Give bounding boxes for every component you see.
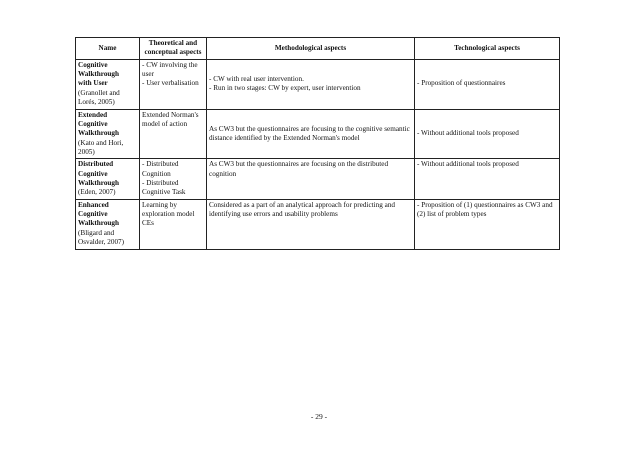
method-cell bbox=[207, 159, 415, 199]
citation-line: Osvalder, 2007) bbox=[78, 238, 125, 247]
header-methodological: Methodological aspects bbox=[207, 38, 415, 60]
theory-line: - User verbalisation bbox=[142, 79, 199, 88]
method-name-line: Walkthrough bbox=[78, 219, 120, 228]
table-row bbox=[76, 159, 560, 199]
theory-line: - Distributed Cognitive Task bbox=[142, 179, 186, 197]
header-name: Name bbox=[76, 38, 140, 60]
citation-line: Lorés, 2005) bbox=[78, 98, 115, 107]
theory-cell bbox=[140, 109, 207, 159]
page-number: - 29 - bbox=[310, 412, 328, 421]
tech-cell: - Proposition of questionnaires bbox=[415, 59, 560, 109]
citation-line: (Eden, 2007) bbox=[78, 188, 116, 197]
theory-line: CEs bbox=[142, 219, 154, 228]
method-line: - Run in two stages: CW by expert, user intervention bbox=[209, 84, 361, 93]
theory-line: - CW involving the user bbox=[142, 60, 198, 79]
method-name-cell bbox=[76, 109, 140, 159]
method-name-line: Cognitive bbox=[78, 210, 108, 219]
citation-line: (Kato and Hori, bbox=[78, 138, 124, 147]
method-name-line: Extended bbox=[78, 110, 108, 119]
theory-cell bbox=[140, 59, 207, 109]
method-name-line: Walkthrough bbox=[78, 129, 120, 138]
theory-cell bbox=[140, 159, 207, 199]
method-cell bbox=[207, 199, 415, 249]
table-row bbox=[76, 199, 560, 249]
theory-cell bbox=[140, 199, 207, 249]
theory-line: Extended Norman's model of action bbox=[142, 110, 199, 128]
tech-cell: - Proposition of (1) questionnaires as CW3 and (2) list of problem types bbox=[415, 199, 560, 249]
tech-cell: - Without additional tools proposed bbox=[415, 159, 560, 199]
method-name-line: Cognitive bbox=[78, 119, 108, 128]
method-name-cell bbox=[76, 159, 140, 199]
method-line: Considered as a part of an analytical approach for predicting and identifying use errors and usability problems bbox=[209, 200, 396, 219]
citation-line: (Granollet and bbox=[78, 88, 120, 97]
theory-line: - Distributed Cognition bbox=[142, 160, 179, 178]
table-row bbox=[76, 109, 560, 159]
tech-cell: - Without additional tools proposed bbox=[415, 109, 560, 159]
header-technological: Technological aspects bbox=[415, 38, 560, 60]
citation-line: 2005) bbox=[78, 147, 95, 156]
method-line: As CW3 but the questionnaires are focusing to the cognitive semantic distance identified by the Extended Norman's model bbox=[209, 124, 410, 142]
citation-line: (Bligard and bbox=[78, 228, 115, 237]
method-name-line: Enhanced bbox=[78, 200, 109, 209]
table-row bbox=[76, 59, 560, 109]
method-name-line: Cognitive bbox=[78, 169, 108, 178]
method-name-line: Walkthrough bbox=[78, 70, 120, 79]
method-name-line: Walkthrough bbox=[78, 179, 120, 188]
method-name-line: Distributed bbox=[78, 160, 114, 169]
method-name-line: with User bbox=[78, 79, 108, 88]
table-header-row bbox=[76, 38, 560, 60]
method-name-line: Cognitive bbox=[78, 60, 108, 69]
method-line: - CW with real user intervention. bbox=[209, 74, 304, 83]
theory-line: Learning by exploration model bbox=[142, 200, 195, 219]
method-line: As CW3 but the questionnaires are focusing on the distributed cognition bbox=[209, 160, 389, 178]
method-name-cell bbox=[76, 59, 140, 109]
cw-methods-table bbox=[75, 37, 560, 250]
header-theoretical: Theoretical and conceptual aspects bbox=[140, 38, 207, 60]
method-cell bbox=[207, 59, 415, 109]
method-name-cell bbox=[76, 199, 140, 249]
method-cell bbox=[207, 109, 415, 159]
